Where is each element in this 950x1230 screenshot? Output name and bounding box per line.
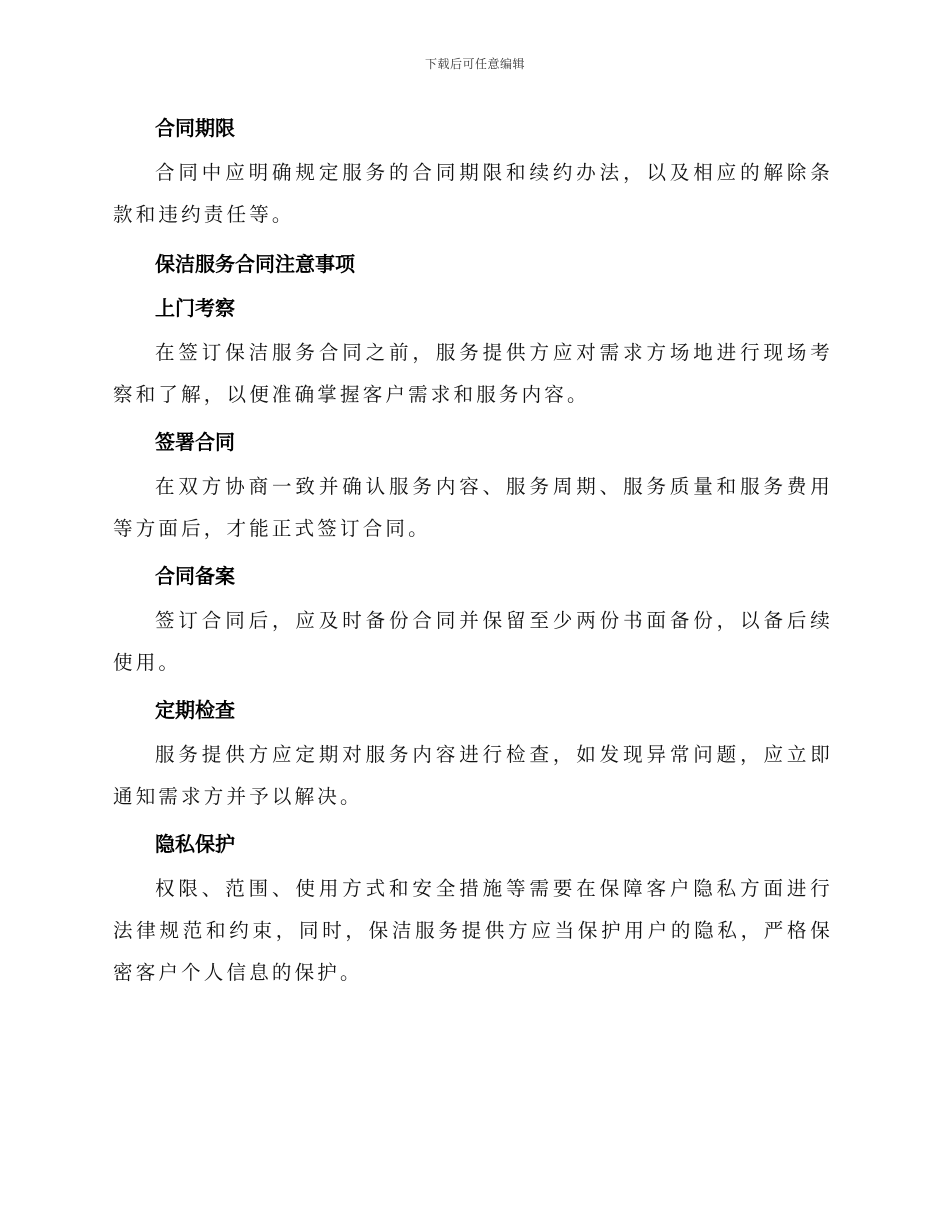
heading-regular-inspection: 定期检查	[155, 698, 235, 722]
paragraph-site-inspection: 在签订保洁服务合同之前，服务提供方应对需求方场地进行现场考察和了解，以便准确掌握客户需求和服务内容。	[113, 341, 833, 406]
paragraph-regular-inspection: 服务提供方应定期对服务内容进行检查，如发现异常问题，应立即通知需求方并予以解决。	[113, 743, 833, 808]
heading-contract-filing: 合同备案	[155, 564, 235, 588]
page-header: 下载后可任意编辑	[424, 57, 525, 71]
heading-contract-term: 合同期限	[155, 116, 235, 140]
paragraph-sign-contract: 在双方协商一致并确认服务内容、服务周期、服务质量和服务费用等方面后，才能正式签订合同。	[113, 475, 833, 540]
paragraph-contract-filing: 签订合同后，应及时备份合同并保留至少两份书面备份，以备后续使用。	[113, 609, 833, 674]
heading-cleaning-contract-notes: 保洁服务合同注意事项	[155, 252, 355, 276]
heading-privacy-protection: 隐私保护	[155, 832, 235, 856]
heading-site-inspection: 上门考察	[155, 296, 235, 320]
heading-sign-contract: 签署合同	[155, 430, 235, 454]
paragraph-contract-term: 合同中应明确规定服务的合同期限和续约办法，以及相应的解除条款和违约责任等。	[113, 161, 833, 226]
paragraph-privacy-protection: 权限、范围、使用方式和安全措施等需要在保障客户隐私方面进行法律规范和约束，同时，保洁服务提供方应当保护用户的隐私，严格保密客户个人信息的保护。	[113, 877, 833, 984]
document-body	[113, 108, 833, 1000]
